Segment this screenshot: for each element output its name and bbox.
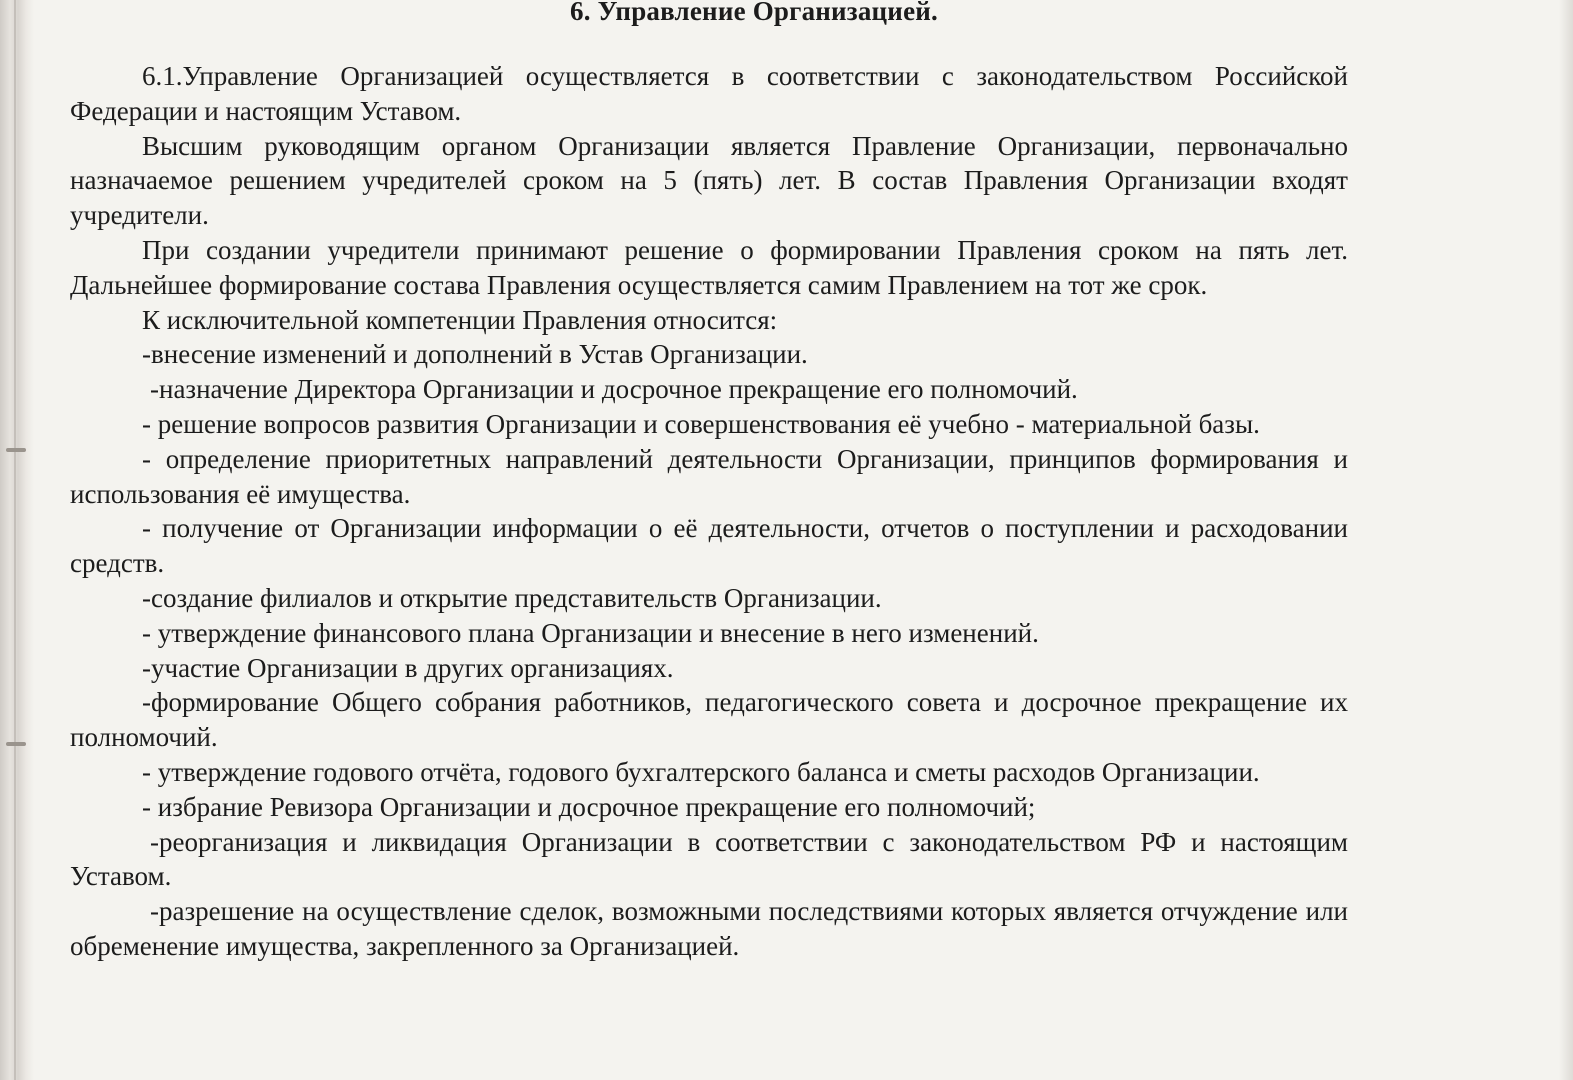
list-item: - избрание Ревизора Организации и досрочное прекращение его полномочий;: [142, 791, 1036, 822]
list-item: - получение от Организации информации о её деятельности, отчетов о поступлении и расходовании средств.: [70, 513, 1348, 579]
list-item: -формирование Общего собрания работников, педагогического совета и досрочное прекращение их полномочий.: [70, 687, 1348, 753]
list-item: - утверждение годового отчёта, годового бухгалтерского баланса и сметы расходов Организации.: [142, 756, 1260, 787]
list-item: -участие Организации в других организациях.: [142, 652, 674, 683]
list-item: - решение вопросов развития Организации и совершенствования её учебно - материальной базы.: [142, 408, 1260, 439]
paragraph: К исключительной компетенции Правления относится:: [142, 304, 778, 335]
document-body: [70, 0, 1348, 964]
paragraph: 6.1.Управление Организацией осуществляется в соответствии с законодательством Российской Федерации и настоящим Уставом.: [70, 61, 1348, 126]
section-heading: 6. Управление Организацией.: [570, 0, 938, 26]
list-item: -разрешение на осуществление сделок, возможными последствиями которых является отчуждение или обременение имущества, закрепленного за Организацией.: [70, 896, 1348, 961]
binding-line: [14, 0, 16, 1080]
staple-mark: [6, 742, 26, 746]
list-item: - утверждение финансового плана Организации и внесение в него изменений.: [142, 617, 1039, 648]
staple-mark: [6, 448, 26, 452]
list-item: - определение приоритетных направлений деятельности Организации, принципов формирования и использования её имущества.: [70, 443, 1348, 509]
list-item: -назначение Директора Организации и досрочное прекращение его полномочий.: [150, 374, 1078, 405]
paragraph: При создании учредители принимают решение о формировании Правления сроком на пять лет. Дальнейшее формирование состава Правления осуществляется самим Правлением на тот же срок.: [70, 234, 1348, 300]
list-item: -реорганизация и ликвидация Организации в соответствии с законодательством РФ и настоящим Уставом.: [70, 826, 1348, 892]
list-item: -создание филиалов и открытие представительств Организации.: [142, 582, 882, 613]
paragraph: Высшим руководящим органом Организации является Правление Организации, первоначально назначаемое решением учредителей сроком на 5 (пять) лет. В состав Правления Организации входят учредители.: [70, 130, 1348, 231]
list-item: -внесение изменений и дополнений в Устав Организации.: [142, 339, 808, 370]
binding-edge: [0, 0, 34, 1080]
page-right-edge: [1559, 0, 1573, 1080]
